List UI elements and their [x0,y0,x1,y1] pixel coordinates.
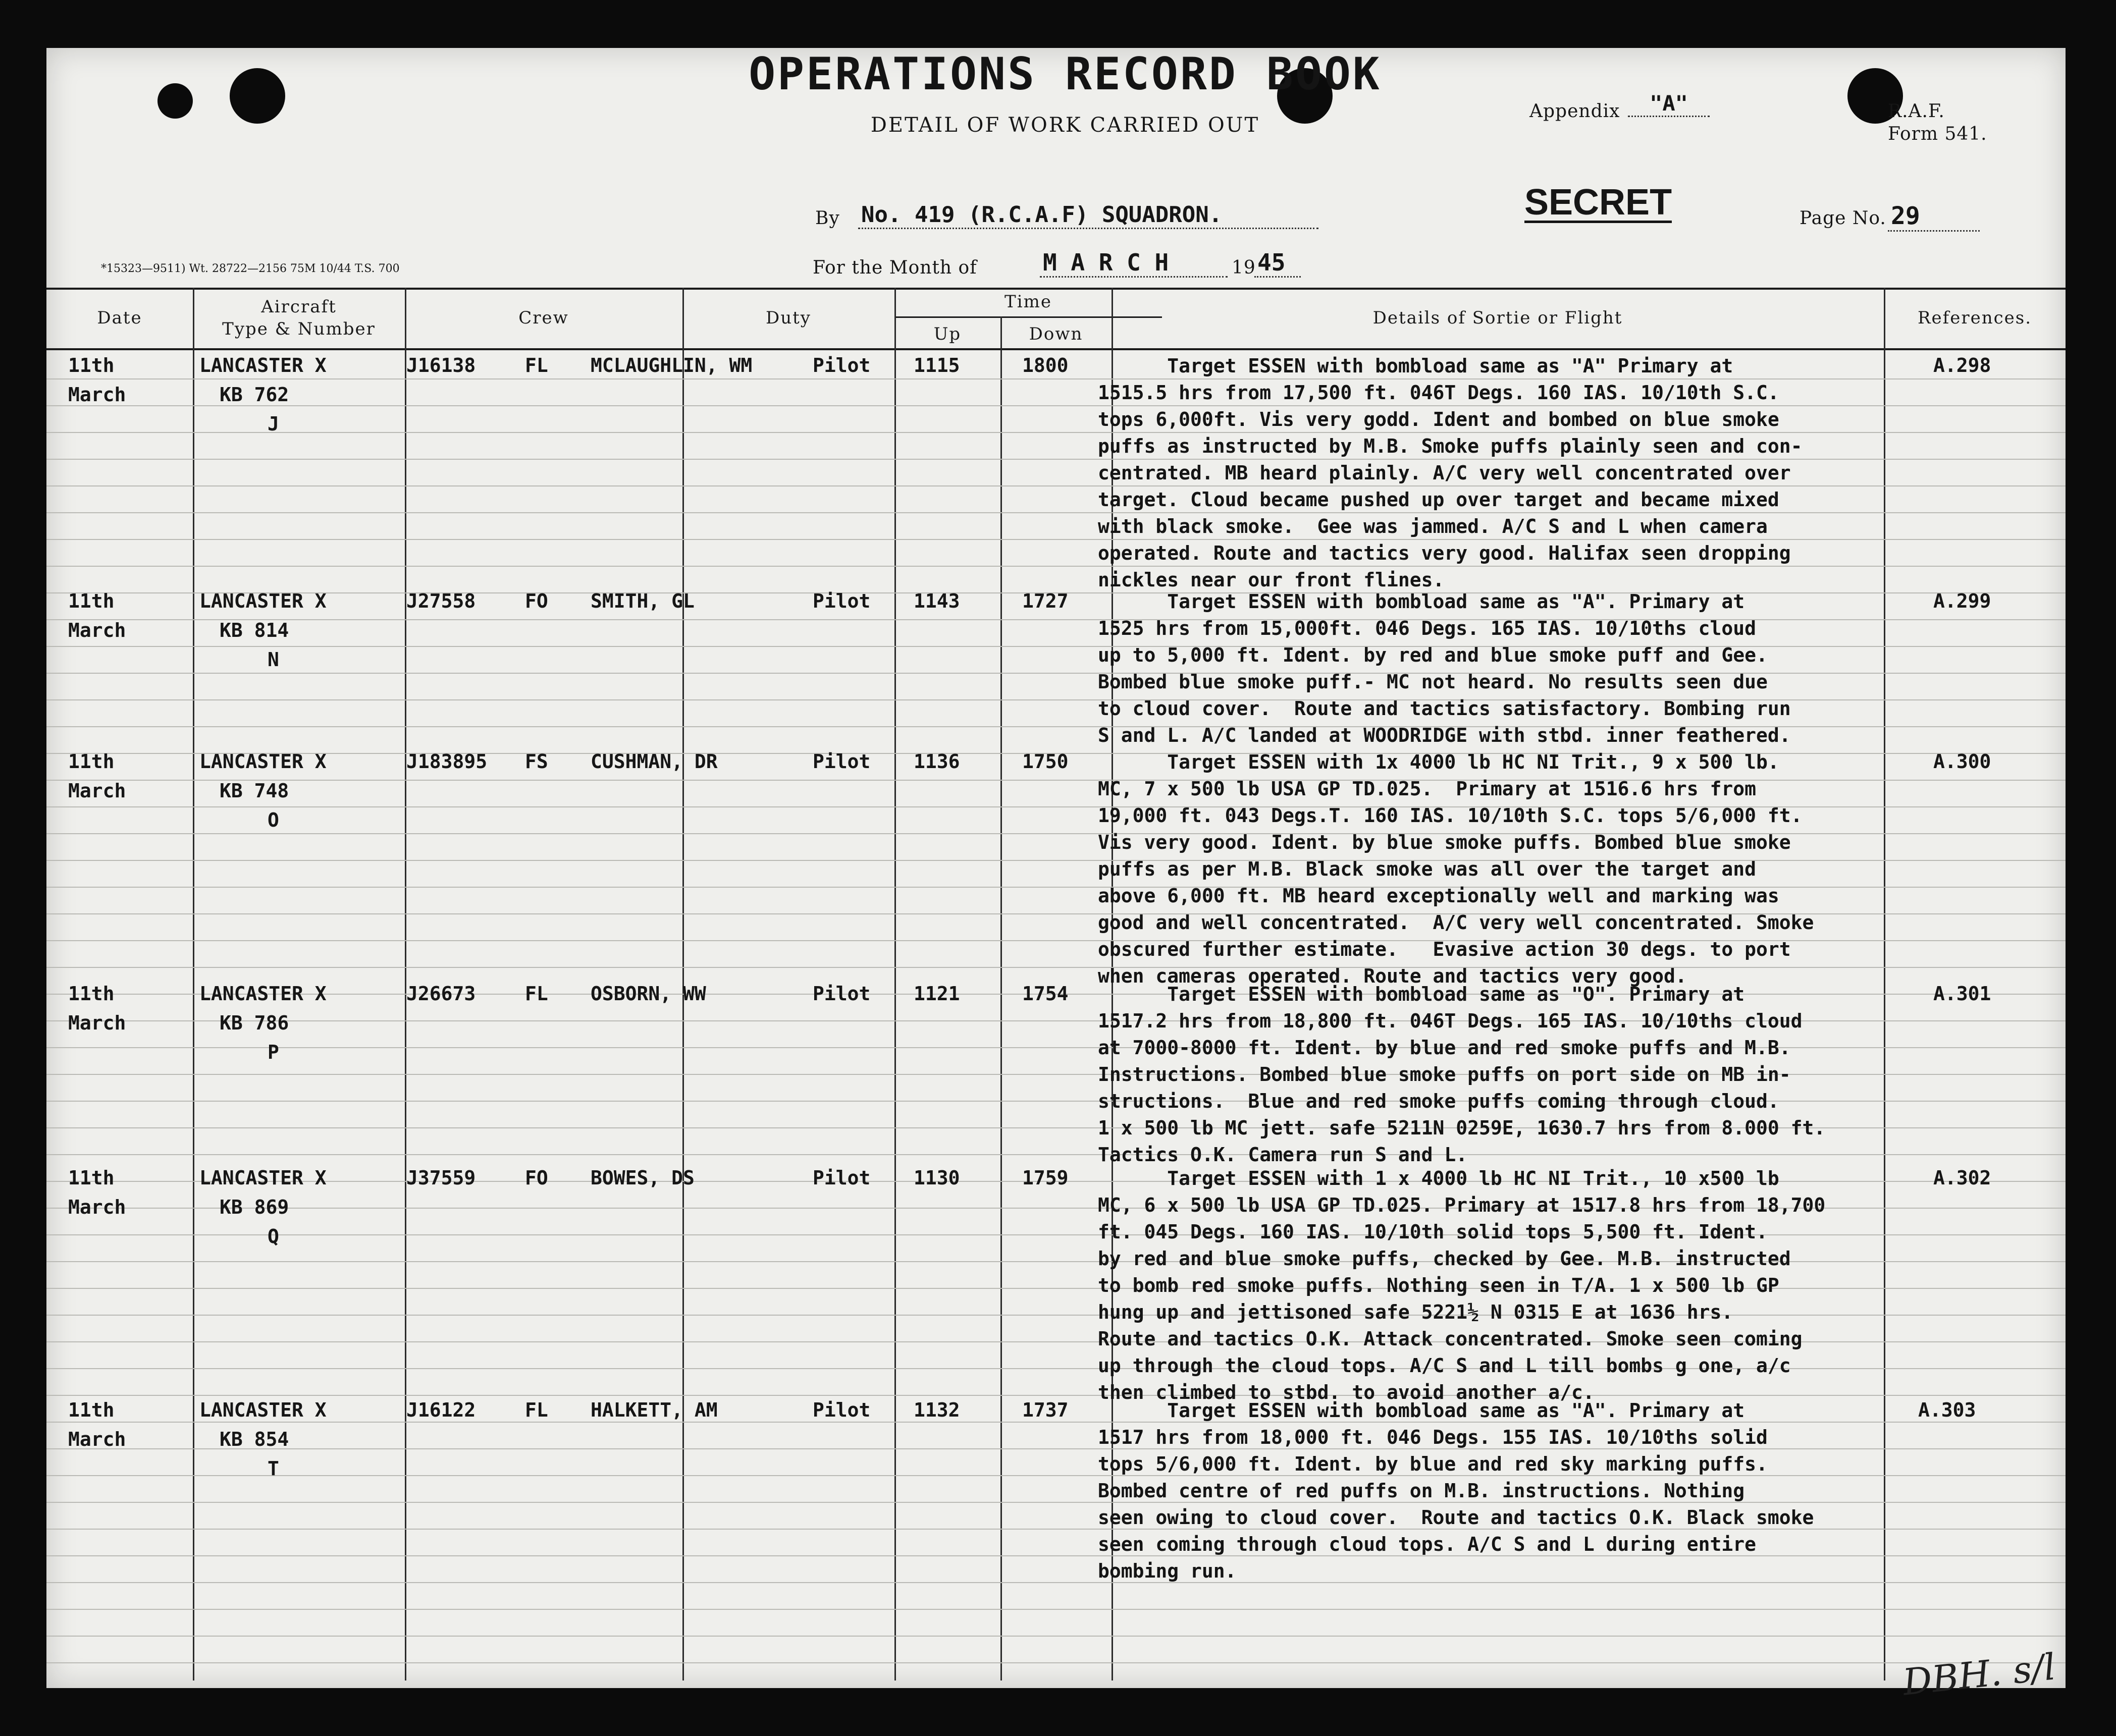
entry-date-day: 11th [68,983,115,1005]
col-divider-duty [894,288,896,1680]
col-header-up: Up [933,324,962,344]
page-title: OPERATIONS RECORD BOOK [749,48,1382,100]
entry-aircraft-number: KB 814 [220,619,289,641]
header-bottom-border [46,348,2066,350]
col-header-references: References. [1917,308,2032,328]
form-line-2: Form 541. [1888,124,1987,144]
entry-aircraft-type: LANCASTER X [199,354,327,376]
entry-time-down: 1727 [1022,590,1069,612]
entry-time-up: 1143 [914,590,960,612]
entry-date-month: March [68,780,126,802]
ruled-line [46,1636,2066,1637]
entry-date-day: 11th [68,354,115,376]
entry-time-up: 1115 [914,354,960,376]
entry-date-day: 11th [68,1399,115,1421]
entry-duty: Pilot [813,590,871,612]
entry-time-up: 1130 [914,1167,960,1189]
entry-date-month: March [68,1428,126,1450]
entry-date-day: 11th [68,750,115,773]
entry-reference: A.301 [1933,983,1991,1005]
entry-reference: A.300 [1933,750,1991,773]
entry-reference: A.302 [1933,1167,1991,1189]
entry-service-number: J16122 [406,1399,476,1421]
ruled-line [46,1609,2066,1610]
entry-details: Target ESSEN with bombload same as "A" Primary at 1515.5 hrs from 17,500 ft. 046T Degs. 160 IAS. 10/10th S.C. tops 6,000ft. Vis very godd. Ident and bombed on blue smoke puffs as instructed by M.B. Smoke puffs plainly seen and con- centrated. MB heard plainly. A/C very well concentrated over target. Cloud became pushed up over target and became mixed with black smoke. Gee was jammed. A/C S and L when camera operated. Route and tactics very good. Halifax seen dropping nickles near our front flines. [1098,355,1803,591]
entry-date-month: March [68,384,126,406]
col-header-date: Date [97,308,142,328]
binder-hole-left-1 [157,83,193,119]
by-label: By [815,208,840,229]
col-divider-date [193,288,194,1680]
form-line-1: R.A.F. [1888,101,1945,122]
entry-aircraft-number: KB 786 [220,1012,289,1034]
col-header-details: Details of Sortie or Flight [1372,308,1623,328]
entry-date-day: 11th [68,1167,115,1189]
entry-crew-name: CUSHMAN, DR [591,750,718,773]
squadron-value: No. 419 (R.C.A.F) SQUADRON. [858,202,1318,229]
col-header-duty: Duty [765,308,812,328]
entry-crew-name: SMITH, GL [591,590,695,612]
appendix-label: Appendix [1529,101,1620,122]
entry-duty: Pilot [813,354,871,376]
entry-aircraft-type: LANCASTER X [199,1167,327,1189]
appendix-value: "A" [1628,91,1710,117]
entry-details: Target ESSEN with bombload same as "A". Primary at 1517 hrs from 18,000 ft. 046 Degs. 155 IAS. 10/10ths solid tops 5/6,000 ft. Ident. by blue and red sky marking puffs. Bombed centre of red puffs on M.B. instructions. Nothing seen owing to cloud cover. Route and tactics O.K. Black smoke seen coming through cloud tops. A/C S and L during entire bombing run. [1098,1399,1814,1582]
entry-reference: A.299 [1933,590,1991,612]
entry-aircraft-type: LANCASTER X [199,1399,327,1421]
entry-aircraft-number: KB 748 [220,780,289,802]
entry-aircraft-type: LANCASTER X [199,590,327,612]
entry-aircraft-type: LANCASTER X [199,750,327,773]
entry-aircraft-number: KB 854 [220,1428,289,1450]
year-value: 45 [1254,249,1301,278]
entry-service-number: J183895 [406,750,488,773]
entry-crew-name: MCLAUGHLIN, WM [591,354,753,376]
entry-aircraft-letter: J [268,413,279,435]
table-top-border [46,288,2066,290]
entry-service-number: J26673 [406,983,476,1005]
entry-rank: FL [525,983,548,1005]
entry-time-up: 1121 [914,983,960,1005]
entry-rank: FO [525,1167,548,1189]
year-prefix: 19 [1232,257,1256,278]
entry-reference: A.298 [1933,354,1991,376]
entry-time-up: 1136 [914,750,960,773]
col-header-down: Down [1029,324,1083,344]
entry-time-down: 1754 [1022,983,1069,1005]
entry-aircraft-letter: O [268,809,279,831]
entry-duty: Pilot [813,1399,871,1421]
entry-crew-name: OSBORN, WW [591,983,706,1005]
month-label: For the Month of [813,257,977,278]
entry-aircraft-number: KB 762 [220,384,289,406]
entry-aircraft-letter: Q [268,1225,279,1247]
entry-details: Target ESSEN with bombload same as "A". Primary at 1525 hrs from 15,000ft. 046 Degs. 165 IAS. 10/10ths cloud up to 5,000 ft. Ident. by red and blue smoke puff and Gee. Bombed blue smoke puff.- MC not heard. No results seen due to cloud cover. Route and tactics satisfactory. Bombing run S and L. A/C landed at WOODRIDGE with stbd. inner feathered. [1098,590,1791,746]
col-header-aircraft-1: Aircraft [261,297,337,317]
entry-duty: Pilot [813,750,871,773]
entry-aircraft-letter: N [268,648,279,671]
entry-aircraft-letter: T [268,1457,279,1480]
entry-aircraft-number: KB 869 [220,1196,289,1218]
entry-details: Target ESSEN with 1x 4000 lb HC NI Trit., 9 x 500 lb. MC, 7 x 500 lb USA GP TD.025. Primary at 1516.6 hrs from 19,000 ft. 043 Degs.T. 160 IAS. 10/10th S.C. tops 5/6,000 ft. Vis very good. Ident. by blue smoke puffs. Bombed blue smoke puffs as per M.B. Black smoke was all over the target and above 6,000 ft. MB heard exceptionally well and marking was good and well concentrated. A/C very well concentrated. Smoke obscured further estimate. Evasive action 30 degs. to port when cameras operated. Route and tactics very good. [1098,751,1814,987]
entry-time-up: 1132 [914,1399,960,1421]
page-no-value: 29 [1888,202,1980,232]
entry-service-number: J27558 [406,590,476,612]
page-subtitle: DETAIL OF WORK CARRIED OUT [870,114,1260,137]
entry-crew-name: BOWES, DS [591,1167,695,1189]
entry-time-down: 1750 [1022,750,1069,773]
entry-service-number: J37559 [406,1167,476,1189]
ruled-line [46,1662,2066,1663]
officer-signature: DBH. s/l [1900,1645,2057,1704]
entry-rank: FS [525,750,548,773]
entry-date-month: March [68,1196,126,1218]
entry-time-down: 1737 [1022,1399,1069,1421]
entry-time-down: 1759 [1022,1167,1069,1189]
entry-service-number: J16138 [406,354,476,376]
entry-reference: A.303 [1918,1399,1976,1421]
print-code: *15323—9511) Wt. 28722—2156 75M 10/44 T.S. 700 [101,262,400,275]
entry-date-day: 11th [68,590,115,612]
entry-crew-name: HALKETT, AM [591,1399,718,1421]
entry-duty: Pilot [813,983,871,1005]
month-value: M A R C H [1040,249,1228,278]
entry-details: Target ESSEN with bombload same as "O". Primary at 1517.2 hrs from 18,800 ft. 046T Degs. 165 IAS. 10/10ths cloud at 7000-8000 ft. Ident. by blue and red smoke puffs and M.B. Instructions. Bombed blue smoke puffs on port side on MB in- structions. Blue and red smoke puffs coming through cloud. 1 x 500 lb MC jett. safe 5211N 0259E, 1630.7 hrs from 8.000 ft. Tactics O.K. Camera run S and L. [1098,983,1826,1166]
entry-rank: FO [525,590,548,612]
col-divider-details [1884,288,1885,1680]
secret-stamp: SECRET [1524,182,1672,223]
entry-rank: FL [525,354,548,376]
col-header-crew: Crew [518,308,569,328]
entry-aircraft-type: LANCASTER X [199,983,327,1005]
entry-duty: Pilot [813,1167,871,1189]
entry-aircraft-letter: P [268,1041,279,1063]
entry-time-down: 1800 [1022,354,1069,376]
page-no-label: Page No. [1800,208,1886,229]
entry-rank: FL [525,1399,548,1421]
binder-hole-left-2 [230,68,285,124]
entry-details: Target ESSEN with 1 x 4000 lb HC NI Trit., 10 x500 lb MC, 6 x 500 lb USA GP TD.025. Primary at 1517.8 hrs from 18,700 ft. 045 Degs. 160 IAS. 10/10th solid tops 5,500 ft. Ident. by red and blue smoke puffs, checked by Gee. M.B. instructed to bomb red smoke puffs. Nothing seen in T/A. 1 x 500 lb GP hung up and jettisoned safe 5221½ N 0315 E at 1636 hrs. Route and tactics O.K. Attack concentrated. Smoke seen coming up through the cloud tops. A/C S and L till bombs g one, a/c then climbed to stbd. to avoid another a/c. [1098,1167,1826,1403]
entry-date-month: March [68,619,126,641]
col-header-time: Time [1004,292,1052,312]
entry-date-month: March [68,1012,126,1034]
col-header-aircraft-2: Type & Number [222,319,376,339]
